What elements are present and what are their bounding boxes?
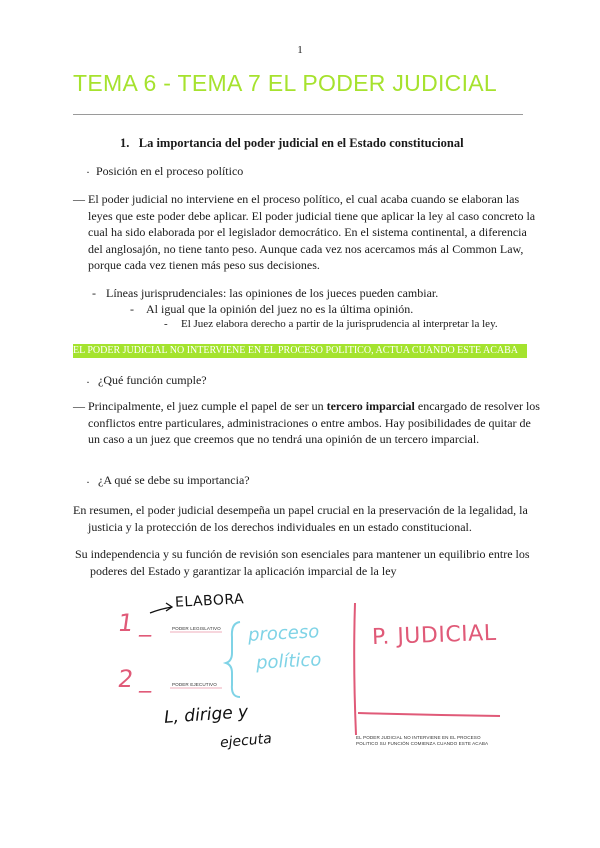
page-number: 1 bbox=[297, 44, 303, 56]
sketch-proceso: proceso bbox=[247, 621, 320, 646]
paragraph-independence: Su independencia y su función de revisión son esenciales para mantener un equilibrio entre los poderes del Estado y garantizar la aplicación imparcial de la ley bbox=[75, 547, 530, 578]
title-divider bbox=[73, 114, 523, 115]
sketch-note-line1: EL PODER JUDICIAL NO INTERVIENE EN EL PROCESO bbox=[356, 735, 481, 740]
sketch-poder-judicial: P. JUDICIAL bbox=[371, 620, 497, 651]
sketch-label-legislativo: PODER LEGISLATIVO bbox=[172, 626, 221, 631]
paragraph-position: — El poder judicial no interviene en el proceso político, el cual acaba cuando se elaboran las leyes que este poder debe aplicar. El poder judicial tiene que aplicar la ley al caso concreto la cual ha sido elaborada por el legislador democrático. En el sistema continental, a diferencia del anglosajón, no tiene tanto peso. Aunque cada vez nos acercamos más al Common Law, porque cada vez tienen más peso sus decisiones. bbox=[73, 192, 536, 272]
sketch-label-ejecutivo: PODER EJECUTIVO bbox=[172, 682, 217, 687]
list-dash: - bbox=[92, 286, 96, 300]
list-item-elabora: El Juez elabora derecho a partir de la jurisprudencia al interpretar la ley. bbox=[181, 318, 498, 330]
bullet-dot: · bbox=[86, 475, 90, 489]
paragraph-function: — Principalmente, el juez cumple el papel de ser un tercero imparcial encargado de resolver los conflictos entre particulares, administraciones o entre ambos. Hay posibilidades de quitar de un caso a un juez que creemos que no tendrá una opinión de un tercero imparcial. bbox=[73, 399, 540, 446]
question-function: ¿Qué función cumple? bbox=[98, 373, 207, 387]
bold-term: tercero imparcial bbox=[326, 399, 415, 413]
highlighted-summary: EL PODER JUDICIAL NO INTERVIENE EN EL PROCESO POLITICO, ACTUA CUANDO ESTE ACABA bbox=[73, 344, 527, 358]
horizontal-divider bbox=[358, 713, 500, 716]
list-dash: - bbox=[164, 318, 168, 330]
section-number: 1. bbox=[120, 136, 130, 150]
list-dash: - bbox=[130, 302, 134, 316]
handwritten-diagram bbox=[100, 585, 520, 785]
sketch-number-2: 2 _ bbox=[116, 665, 155, 693]
bullet-dot: · bbox=[86, 375, 90, 389]
sketch-politico: político bbox=[255, 649, 322, 674]
vertical-divider bbox=[354, 603, 356, 735]
handwriting-svg bbox=[100, 585, 520, 785]
sketch-dirige: L, dirige y bbox=[163, 702, 249, 728]
sketch-ejecuta: ejecuta bbox=[219, 730, 273, 752]
page-title: TEMA 6 - TEMA 7 EL PODER JUDICIAL bbox=[73, 70, 498, 96]
paragraph-summary: En resumen, el poder judicial desempeña un papel crucial en la preservación de la legalidad, la justicia y la protección de los derechos individuales en un estado constitucional. bbox=[73, 503, 528, 534]
bullet-dot: · bbox=[86, 165, 90, 179]
question-importance: ¿A qué se debe su importancia? bbox=[98, 473, 250, 487]
brace-icon bbox=[226, 622, 240, 697]
sketch-note-line2: POLITICO SU FUNCIÓN COMIENZA CUANDO ESTE ACABA bbox=[356, 741, 489, 746]
list-item-opinion: Al igual que la opinión del juez no es la última opinión. bbox=[146, 302, 414, 316]
sketch-elabora: ELABORA bbox=[174, 591, 245, 611]
section-heading-text: La importancia del poder judicial en el Estado constitucional bbox=[138, 136, 464, 150]
question-position: Posición en el proceso político bbox=[96, 164, 244, 178]
section-heading bbox=[120, 136, 464, 151]
sketch-number-1: 1 _ bbox=[116, 609, 155, 637]
list-item-lineas: Líneas jurisprudenciales: las opiniones de los jueces pueden cambiar. bbox=[106, 286, 439, 300]
